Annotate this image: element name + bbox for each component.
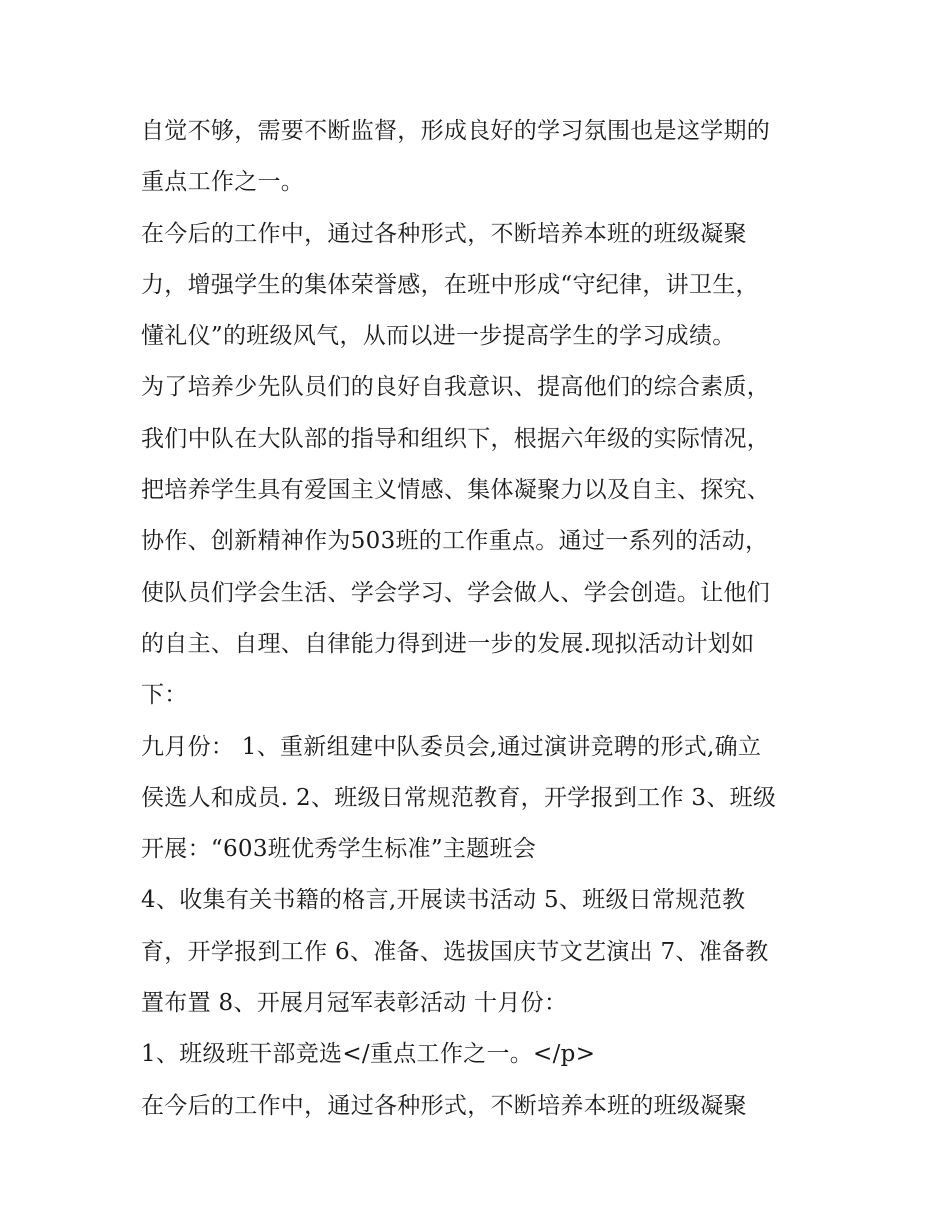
text-line: 懂礼仪”的班级风气，从而以进一步提高学生的学习成绩。 [141, 323, 736, 350]
text-line: 的自主、自理、自律能力得到进一步的发展.现拟活动计划如 [141, 630, 755, 657]
text-line: 侯选人和成员. 2、班级日常规范教育，开学报到工作 3、班级 [141, 784, 777, 811]
text-line: 为了培养少先队员们的良好自我意识、提高他们的综合素质， [141, 374, 771, 401]
text-line: 重点工作之一。 [141, 169, 305, 196]
text-line: 把培养学生具有爱国主义情感、集体凝聚力以及自主、探究、 [141, 477, 771, 504]
text-line: 1、班级班干部竞选</重点工作之一。</p> [141, 1041, 596, 1068]
text-line: 我们中队在大队部的指导和组织下，根据六年级的实际情况， [141, 425, 771, 452]
text-line: 使队员们学会生活、学会学习、学会做人、学会创造。让他们 [141, 579, 771, 606]
text-line: 自觉不够，需要不断监督，形成良好的学习氛围也是这学期的 [141, 118, 771, 144]
text-line: 开展：“603班优秀学生标准”主题班会 [141, 836, 537, 863]
text-line: 协作、创新精神作为503班的工作重点。通过一系列的活动， [141, 528, 769, 555]
text-line: 力，增强学生的集体荣誉感，在班中形成“守纪律，讲卫生， [141, 271, 759, 298]
text-line: 在今后的工作中，通过各种形式，不断培养本班的班级凝聚 [141, 1092, 747, 1119]
text-line: 九月份： 1、重新组建中队委员会,通过演讲竞聘的形式,确立 [141, 733, 762, 760]
text-line: 4、收集有关书籍的格言,开展读书活动 5、班级日常规范教 [141, 887, 746, 914]
document-body [141, 106, 821, 1132]
text-line: 置布置 8、开展月冠军表彰活动 十月份： [141, 990, 568, 1017]
text-line: 育，开学报到工作 6、准备、选拔国庆节文艺演出 7、准备教 [141, 938, 769, 965]
text-line: 下： [141, 682, 188, 709]
text-line: 在今后的工作中，通过各种形式，不断培养本班的班级凝聚 [141, 220, 747, 247]
